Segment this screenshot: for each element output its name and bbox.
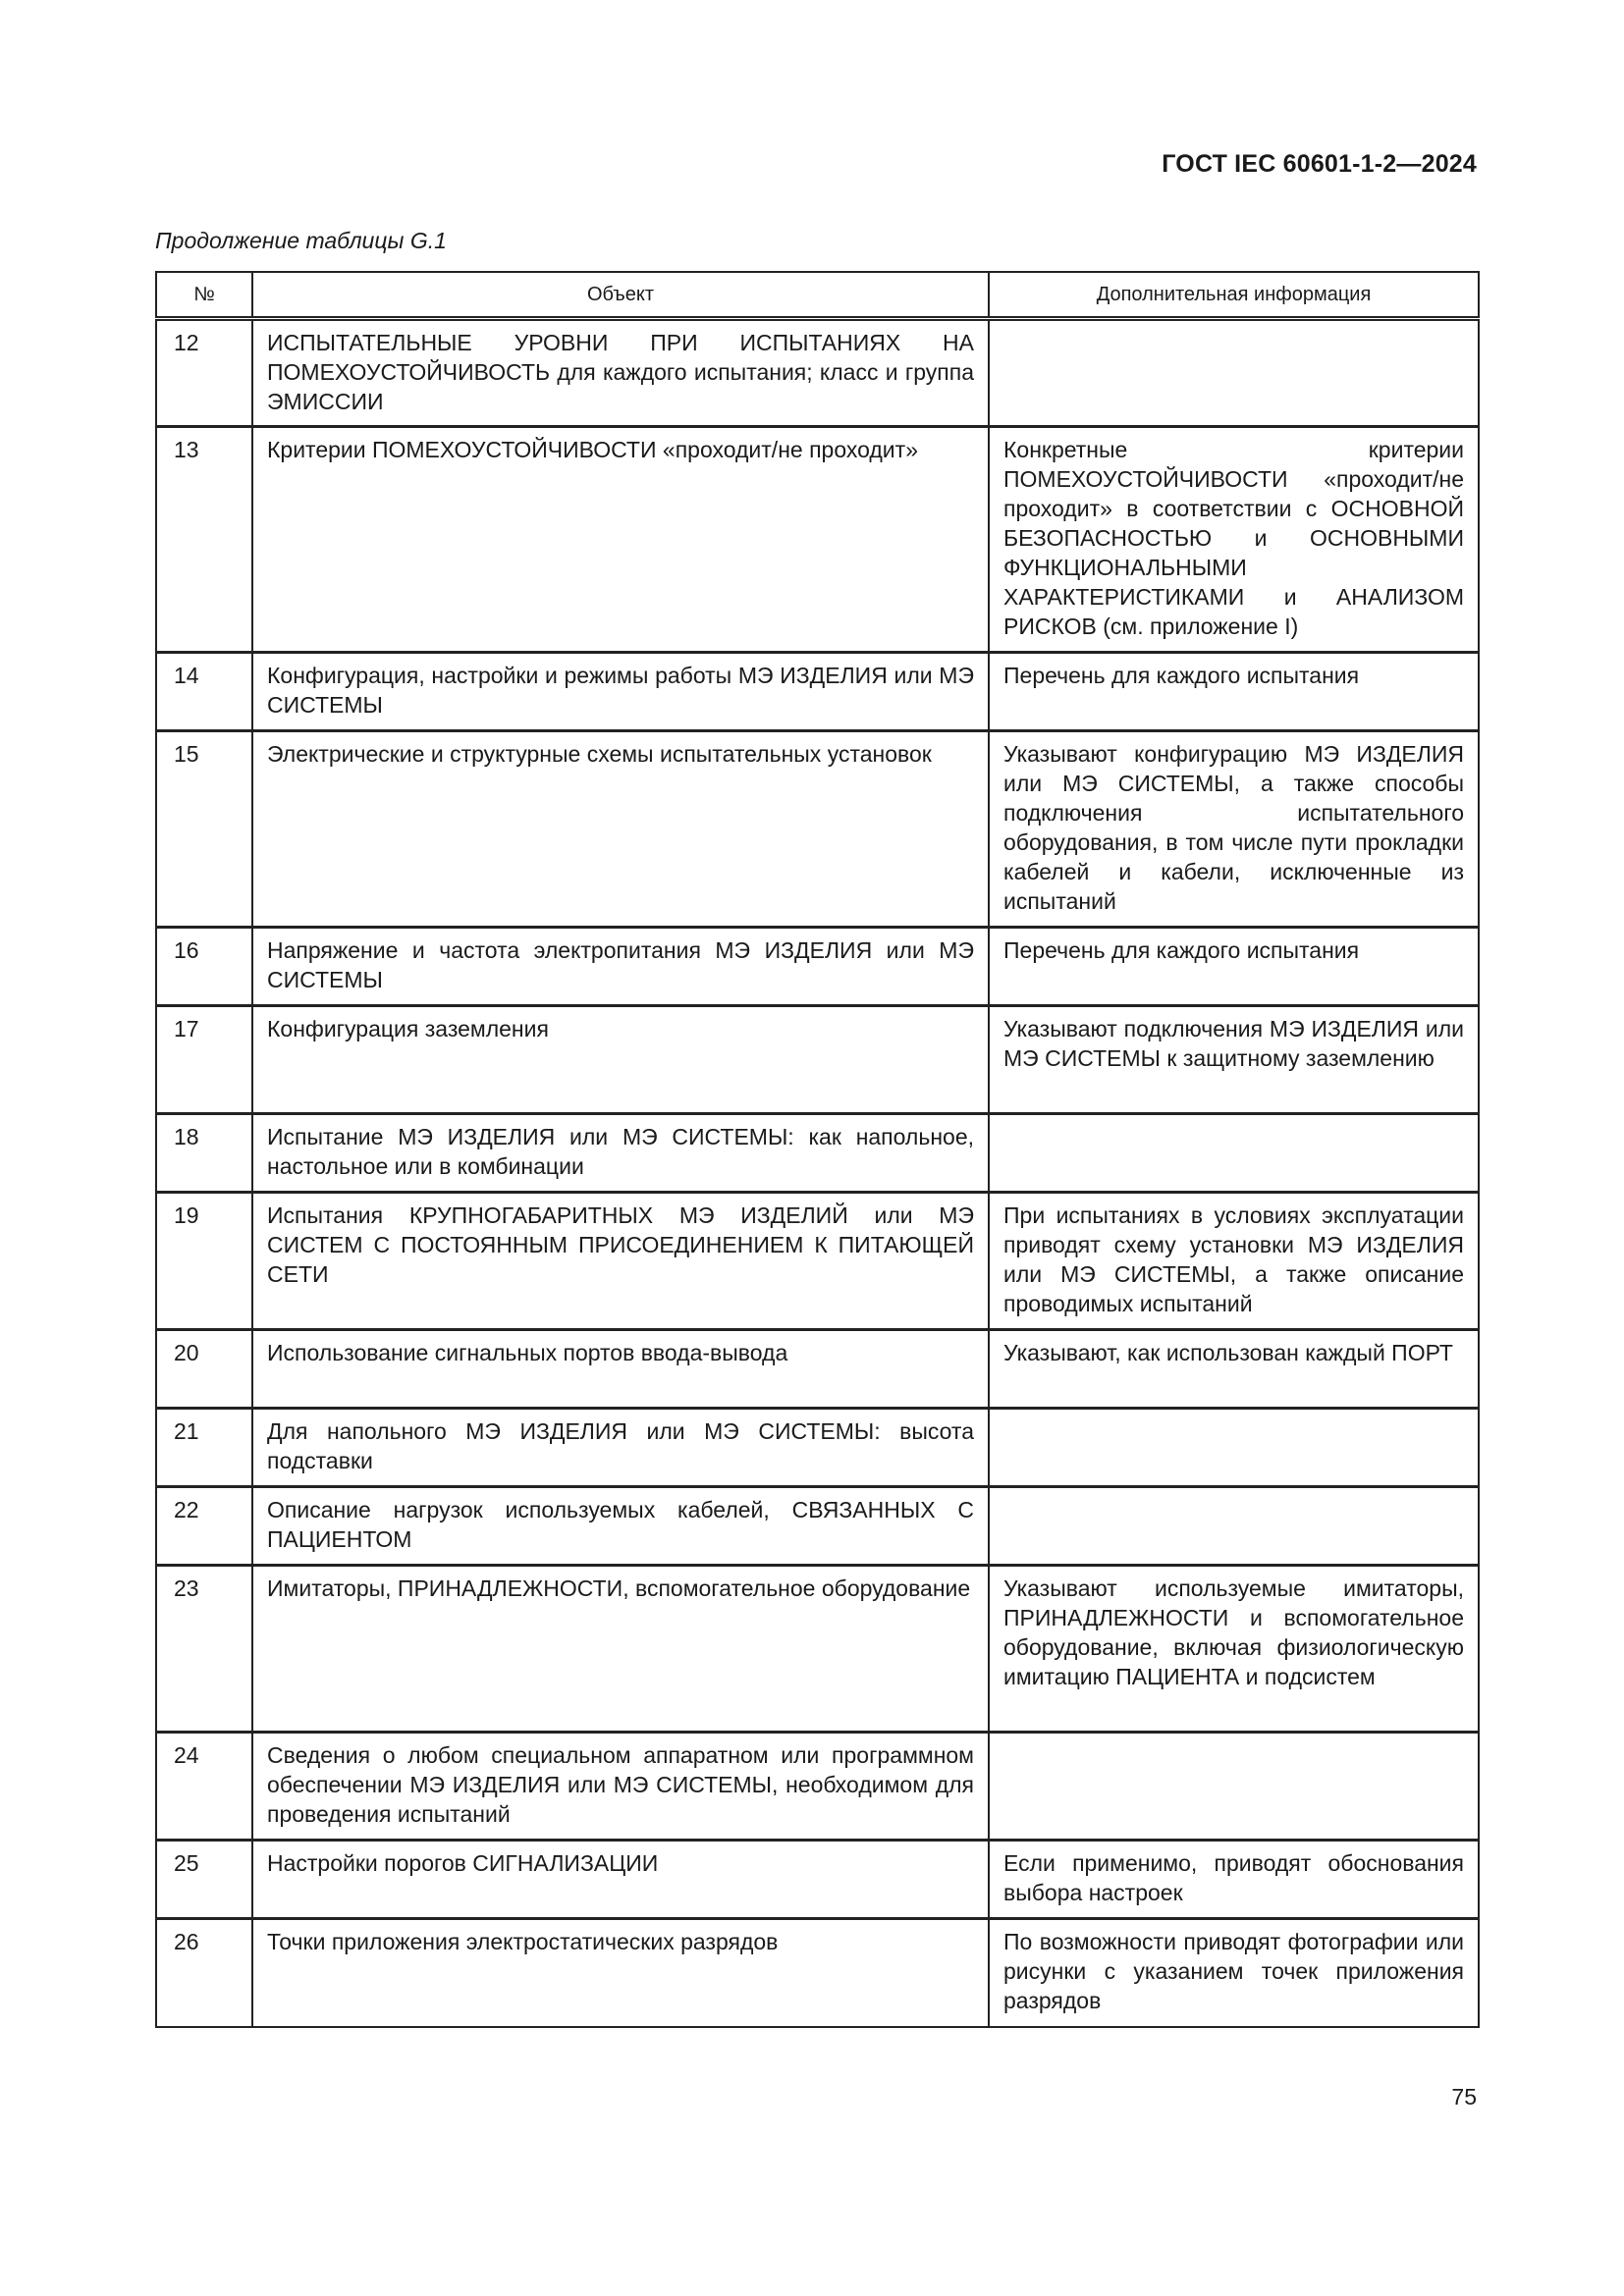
row-number: 21 [156, 1409, 252, 1487]
row-object: Испытание МЭ ИЗДЕЛИЯ или МЭ СИСТЕМЫ: как напольное, настольное или в комбинации [252, 1114, 989, 1193]
table-row [156, 427, 1479, 653]
row-number: 12 [156, 319, 252, 427]
table-row [156, 1919, 1479, 2027]
row-number: 23 [156, 1566, 252, 1733]
table-row [156, 1841, 1479, 1919]
row-number: 25 [156, 1841, 252, 1919]
table-row [156, 1193, 1479, 1330]
table-row [156, 1114, 1479, 1193]
row-object: Конфигурация заземления [252, 1006, 989, 1114]
row-info: Перечень для каждого испытания [989, 653, 1479, 731]
table-row [156, 1733, 1479, 1841]
row-info: Перечень для каждого испытания [989, 928, 1479, 1006]
row-info: Указывают конфигурацию МЭ ИЗДЕЛИЯ или МЭ СИСТЕМЫ, а также способы подключения испытательного оборудования, в том числе пути прокладки кабелей и кабели, исключенные из испытаний [989, 731, 1479, 928]
row-object: Для напольного МЭ ИЗДЕЛИЯ или МЭ СИСТЕМЫ: высота подставки [252, 1409, 989, 1487]
row-number: 15 [156, 731, 252, 928]
row-number: 13 [156, 427, 252, 653]
row-info: Указывают, как использован каждый ПОРТ [989, 1330, 1479, 1409]
row-object: Сведения о любом специальном аппаратном или программном обеспечении МЭ ИЗДЕЛИЯ или МЭ СИСТЕМЫ, необходимом для проведения испытаний [252, 1733, 989, 1841]
table-row [156, 1487, 1479, 1566]
table-row [156, 1330, 1479, 1409]
column-header-object: Объект [252, 272, 989, 319]
row-object: Напряжение и частота электропитания МЭ ИЗДЕЛИЯ или МЭ СИСТЕМЫ [252, 928, 989, 1006]
row-info: Если применимо, приводят обоснования выбора настроек [989, 1841, 1479, 1919]
row-info: По возможности приводят фотографии или рисунки с указанием точек приложения разрядов [989, 1919, 1479, 2027]
row-info [989, 319, 1479, 427]
table-row [156, 653, 1479, 731]
row-info: Конкретные критерии ПОМЕХОУСТОЙЧИВОСТИ «проходит/не проходит» в соответствии с ОСНОВНОЙ БЕЗОПАСНОСТЬЮ и ОСНОВНЫМИ ФУНКЦИОНАЛЬНЫМИ ХАРАКТЕРИСТИКАМИ и АНАЛИЗОМ РИСКОВ (см. приложение I) [989, 427, 1479, 653]
column-header-info: Дополнительная информация [989, 272, 1479, 319]
row-info [989, 1409, 1479, 1487]
row-object: Имитаторы, ПРИНАДЛЕЖНОСТИ, вспомогательное оборудование [252, 1566, 989, 1733]
table-row [156, 1006, 1479, 1114]
column-header-number: № [156, 272, 252, 319]
row-number: 17 [156, 1006, 252, 1114]
table-row [156, 319, 1479, 427]
row-info [989, 1733, 1479, 1841]
row-number: 20 [156, 1330, 252, 1409]
row-object: ИСПЫТАТЕЛЬНЫЕ УРОВНИ ПРИ ИСПЫТАНИЯХ НА ПОМЕХОУСТОЙЧИВОСТЬ для каждого испытания; класс и группа ЭМИССИИ [252, 319, 989, 427]
table-row [156, 1409, 1479, 1487]
page-number: 75 [1451, 2084, 1477, 2109]
table-row [156, 1566, 1479, 1733]
table-row [156, 928, 1479, 1006]
table-caption: Продолжение таблицы G.1 [155, 228, 447, 253]
document-header: ГОСТ IEC 60601-1-2—2024 [1162, 150, 1477, 178]
row-info: Указывают подключения МЭ ИЗДЕЛИЯ или МЭ СИСТЕМЫ к защитному заземлению [989, 1006, 1479, 1114]
row-number: 19 [156, 1193, 252, 1330]
row-object: Критерии ПОМЕХОУСТОЙЧИВОСТИ «проходит/не проходит» [252, 427, 989, 653]
data-table [155, 271, 1480, 2028]
row-number: 18 [156, 1114, 252, 1193]
table-header-row [156, 272, 1479, 319]
row-object: Конфигурация, настройки и режимы работы МЭ ИЗДЕЛИЯ или МЭ СИСТЕМЫ [252, 653, 989, 731]
row-object: Использование сигнальных портов ввода-вывода [252, 1330, 989, 1409]
row-number: 26 [156, 1919, 252, 2027]
row-number: 14 [156, 653, 252, 731]
table-row [156, 731, 1479, 928]
row-number: 16 [156, 928, 252, 1006]
row-object: Испытания КРУПНОГАБАРИТНЫХ МЭ ИЗДЕЛИЙ или МЭ СИСТЕМ С ПОСТОЯННЫМ ПРИСОЕДИНЕНИЕМ К ПИТАЮЩЕЙ СЕТИ [252, 1193, 989, 1330]
row-info [989, 1487, 1479, 1566]
row-number: 22 [156, 1487, 252, 1566]
row-info [989, 1114, 1479, 1193]
row-object: Настройки порогов СИГНАЛИЗАЦИИ [252, 1841, 989, 1919]
row-object: Описание нагрузок используемых кабелей, СВЯЗАННЫХ С ПАЦИЕНТОМ [252, 1487, 989, 1566]
row-object: Электрические и структурные схемы испытательных установок [252, 731, 989, 928]
row-object: Точки приложения электростатических разрядов [252, 1919, 989, 2027]
row-number: 24 [156, 1733, 252, 1841]
row-info: При испытаниях в условиях эксплуатации приводят схему установки МЭ ИЗДЕЛИЯ или МЭ СИСТЕМЫ, а также описание проводимых испытаний [989, 1193, 1479, 1330]
row-info: Указывают используемые имитаторы, ПРИНАДЛЕЖНОСТИ и вспомогательное оборудование, включая физиологическую имитацию ПАЦИЕНТА и подсистем [989, 1566, 1479, 1733]
